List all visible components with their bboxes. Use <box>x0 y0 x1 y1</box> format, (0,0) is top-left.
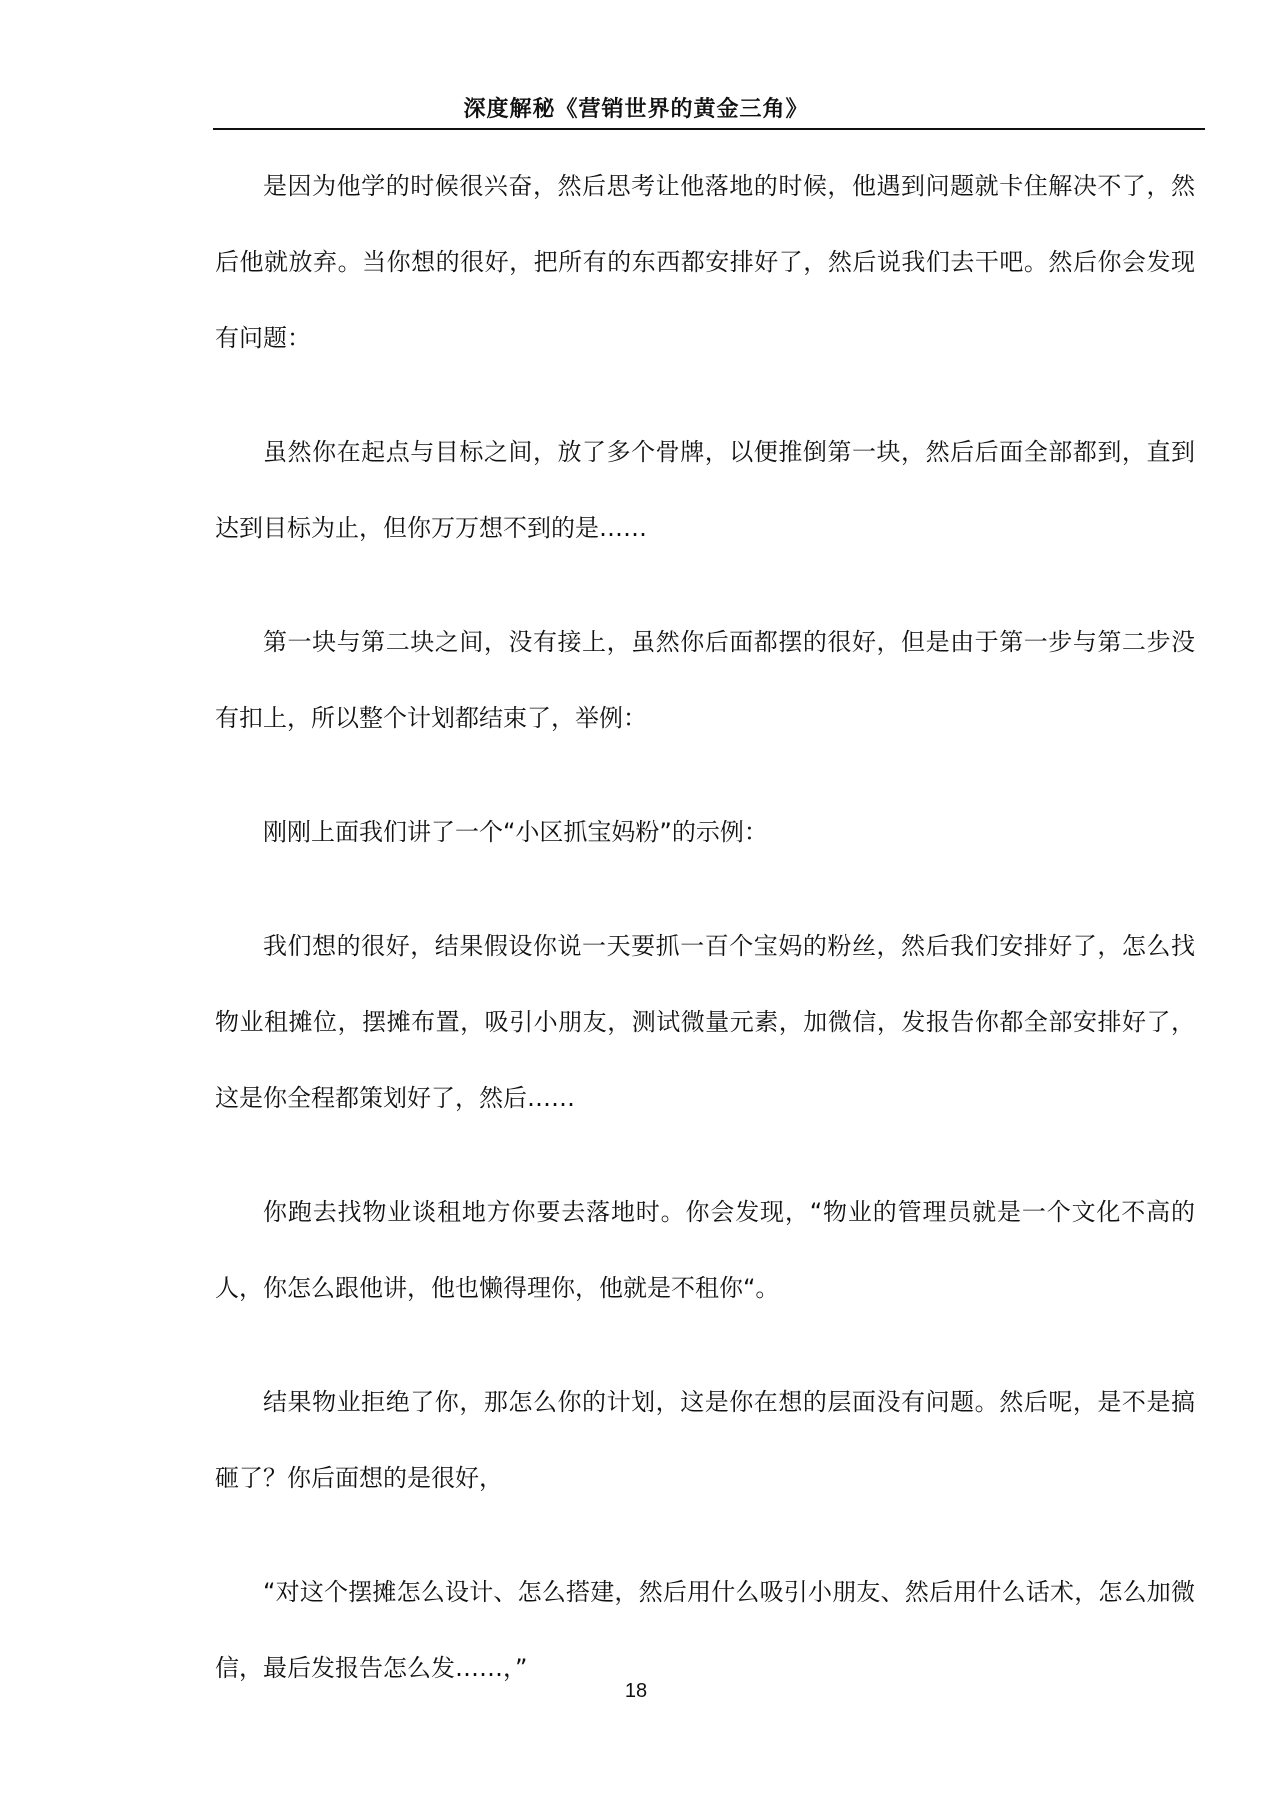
paragraph: 我们想的很好，结果假设你说一天要抓一百个宝妈的粉丝，然后我们安排好了，怎么找物业租摊位，摆摊布置，吸引小朋友，测试微量元素，加微信，发报告你都全部安排好了，这是你全程都策划好了，然后…… <box>215 932 1195 1112</box>
paragraph: 虽然你在起点与目标之间，放了多个骨牌，以便推倒第一块，然后后面全部都到，直到达到目标为止，但你万万想不到的是…… <box>215 438 1195 542</box>
running-header-title: 深度解秘《营销世界的黄金三角》 <box>463 96 809 122</box>
paragraph: 是因为他学的时候很兴奋，然后思考让他落地的时候，他遇到问题就卡住解决不了，然后他就放弃。当你想的很好，把所有的东西都安排好了，然后说我们去干吧。然后你会发现有问题： <box>215 172 1195 352</box>
paragraph: 结果物业拒绝了你，那怎么你的计划，这是你在想的层面没有问题。然后呢，是不是搞砸了？你后面想的是很好， <box>215 1388 1195 1492</box>
paragraph: 你跑去找物业谈租地方你要去落地时。你会发现，“物业的管理员就是一个文化不高的人，你怎么跟他讲，他也懒得理你，他就是不租你“。 <box>215 1198 1195 1302</box>
page-number: 18 <box>624 1680 648 1702</box>
paragraph: 第一块与第二块之间，没有接上，虽然你后面都摆的很好，但是由于第一步与第二步没有扣上，所以整个计划都结束了，举例： <box>215 628 1195 732</box>
header-divider <box>213 128 1205 130</box>
paragraph: 刚刚上面我们讲了一个“小区抓宝妈粉”的示例： <box>263 818 768 846</box>
page-body <box>215 148 1195 1744</box>
paragraph: “对这个摆摊怎么设计、怎么搭建，然后用什么吸引小朋友、然后用什么话术，怎么加微信，最后发报告怎么发……，” <box>215 1578 1195 1682</box>
